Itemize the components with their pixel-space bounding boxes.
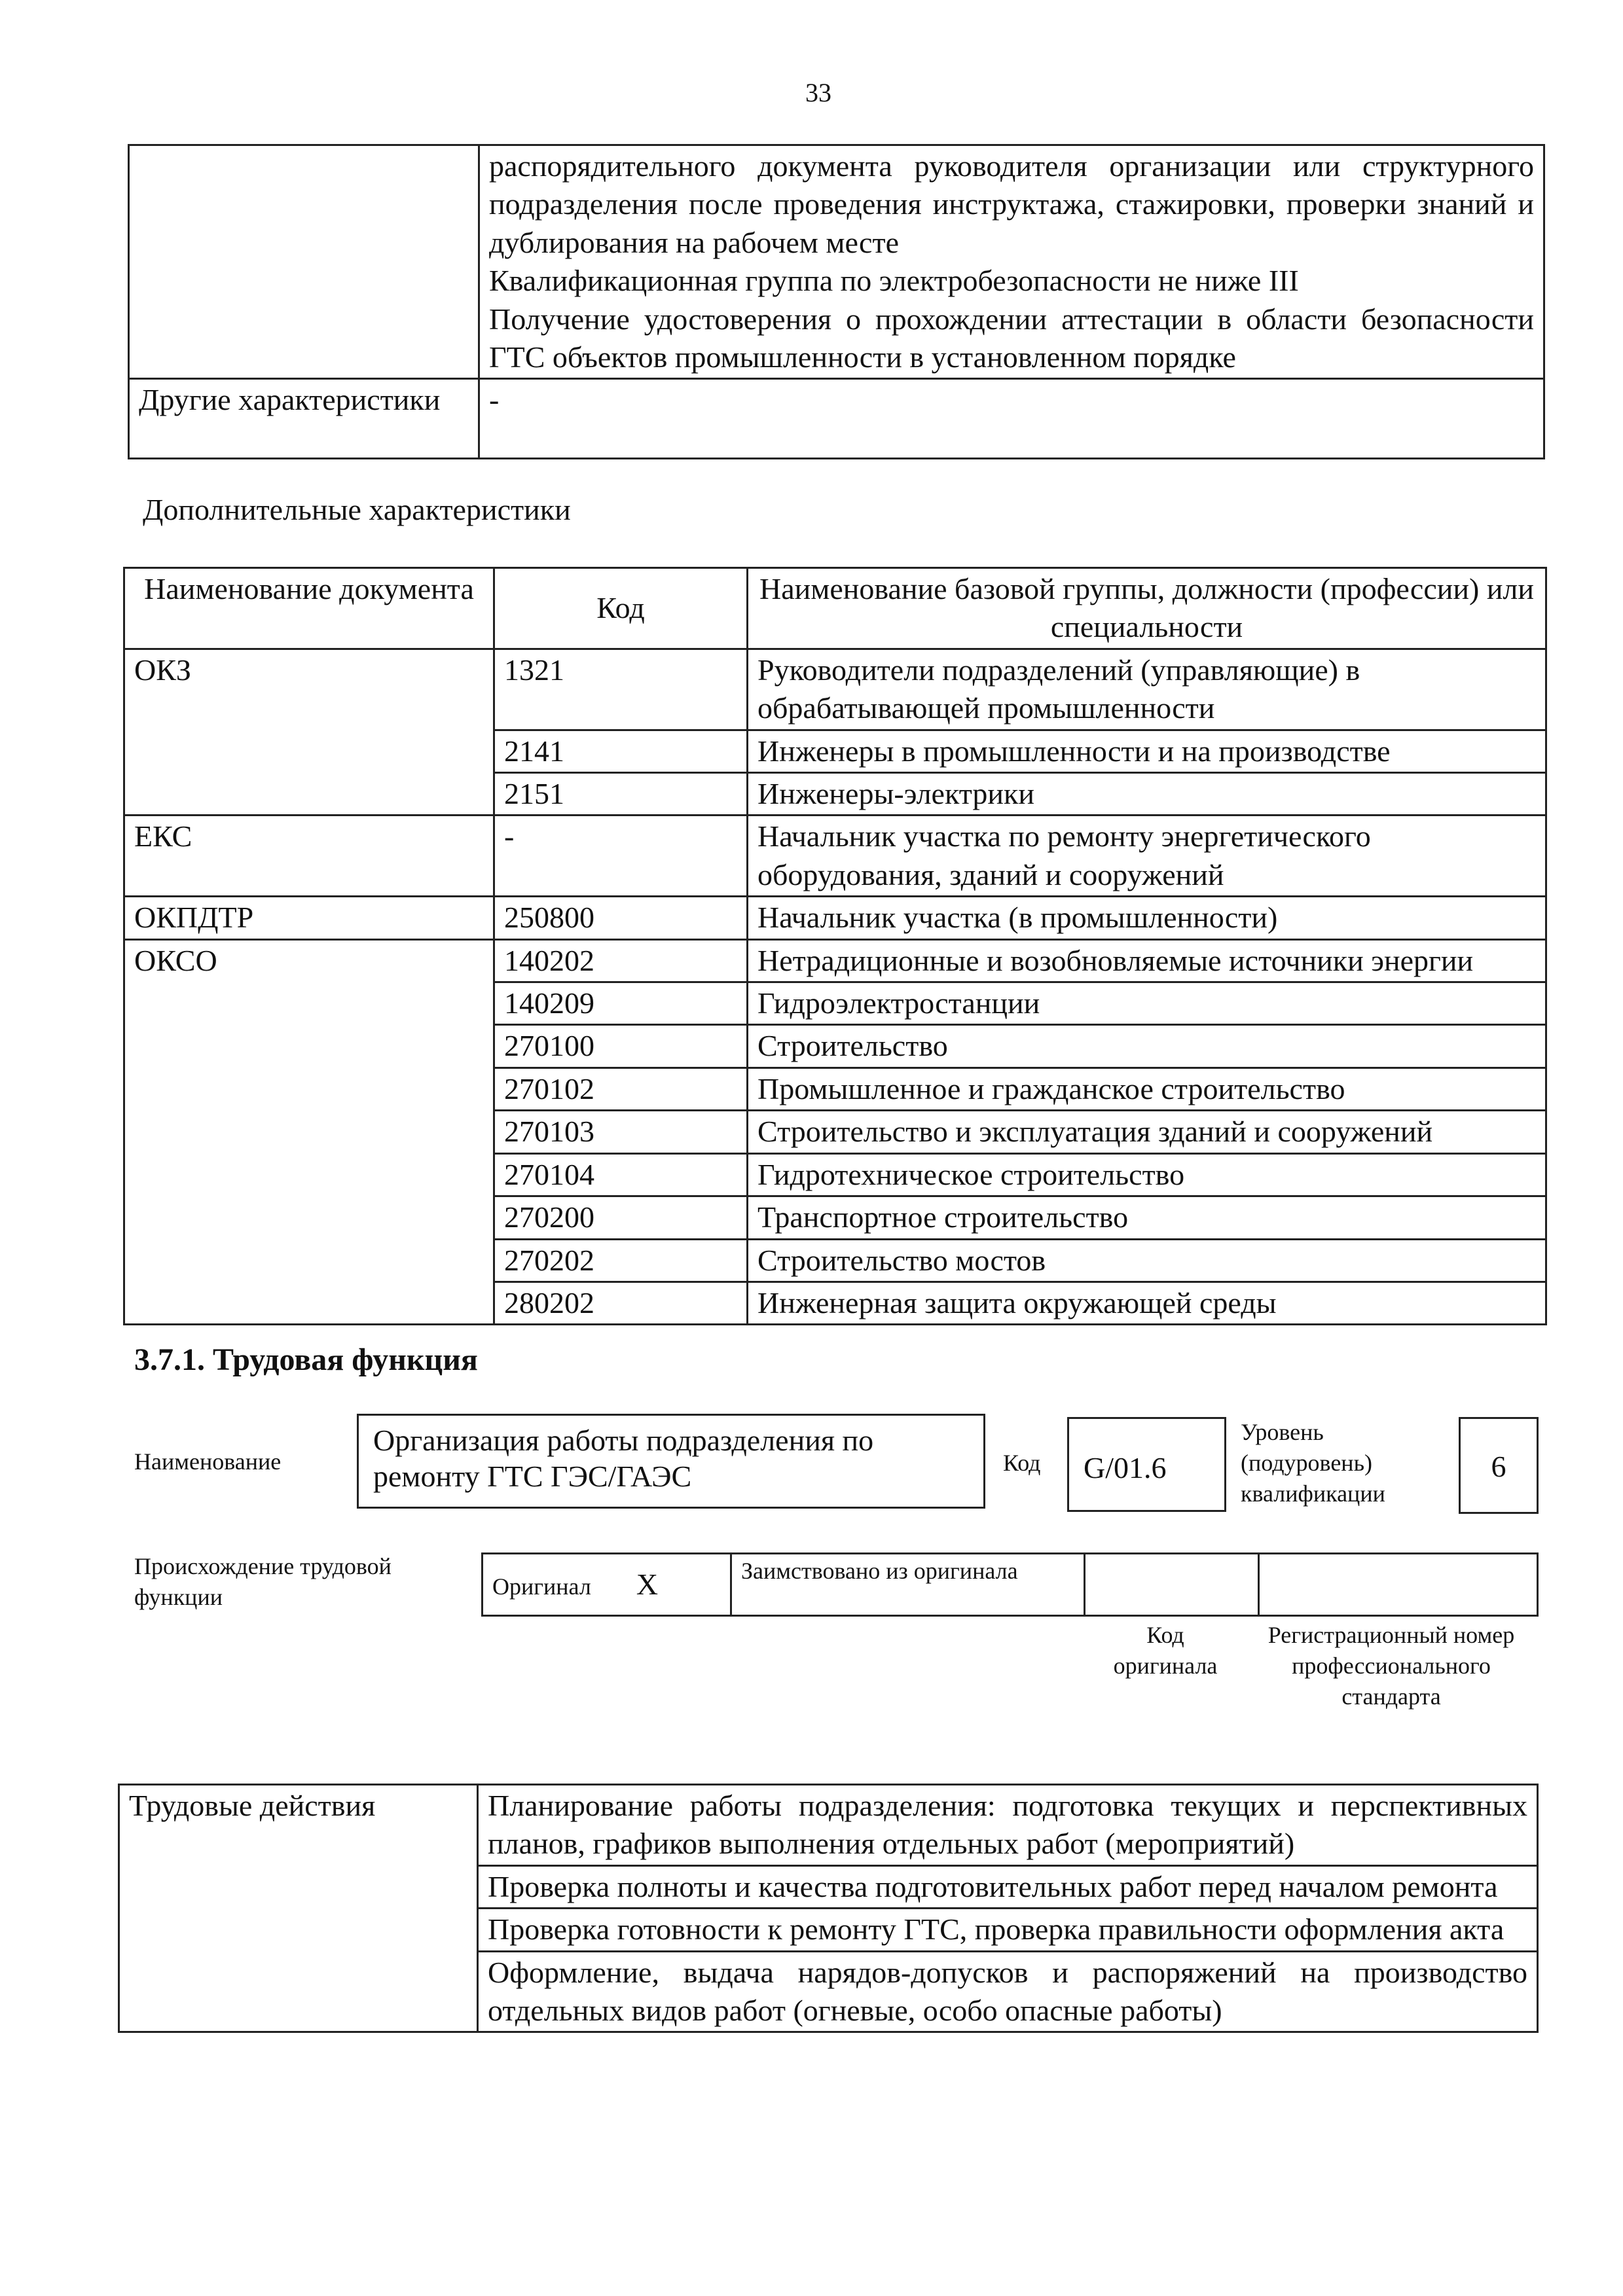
qualification-level-value: 6: [1491, 1450, 1506, 1483]
registration-number-caption: Регистрационный номер профессионального стандарта: [1267, 1622, 1515, 1710]
occupation-name-cell: Транспортное строительство: [748, 1196, 1546, 1239]
function-name-value: Организация работы подразделения по ремонту ГТС ГЭС/ГАЭС: [373, 1424, 874, 1494]
code-cell: 1321: [494, 649, 748, 730]
registration-number-cell: [1259, 1554, 1538, 1616]
code-cell: 270102: [494, 1067, 748, 1110]
occupation-name-cell: Строительство мостов: [748, 1239, 1546, 1282]
original-cell: [483, 1554, 731, 1616]
code-cell: 270100: [494, 1025, 748, 1067]
function-code-box: [1067, 1417, 1226, 1512]
additional-characteristics-title: Дополнительные характеристики: [143, 493, 571, 526]
qualification-level-box: [1459, 1417, 1539, 1514]
other-characteristics-value: -: [479, 379, 1544, 459]
original-code-caption: Код оригинала: [1113, 1622, 1218, 1679]
function-name-label: Наименование: [134, 1448, 282, 1475]
occupation-name-cell: Руководители подразделений (управляющие) в обрабатывающей промышленности: [748, 649, 1546, 730]
page-number: 33: [805, 78, 831, 107]
occupation-name-cell: Нетрадиционные и возобновляемые источники энергии: [748, 939, 1546, 982]
requirements-table: [128, 144, 1545, 459]
table-row: [124, 649, 1546, 730]
labour-actions-label: Трудовые действия: [119, 1785, 478, 2032]
borrowed-cell: [731, 1554, 1085, 1616]
table-row: [124, 897, 1546, 939]
origin-table: [481, 1552, 1539, 1617]
labour-actions-table: [118, 1784, 1539, 2033]
labour-action-item: Оформление, выдача нарядов-допусков и распоряжений на производство отдельных видов работ (огневые, особо опасные работы): [478, 1951, 1538, 2032]
code-cell: 250800: [494, 897, 748, 939]
section-title: 3.7.1. Трудовая функция: [134, 1342, 478, 1377]
labour-action-item: Проверка полноты и качества подготовительных работ перед началом ремонта: [478, 1865, 1538, 1908]
original-mark: X: [636, 1567, 659, 1601]
occupation-name-cell: Начальник участка по ремонту энергетического оборудования, зданий и сооружений: [748, 816, 1546, 897]
requirement-text: распорядительного документа руководителя организации или структурного подразделения после проведения инструктажа, стажировки, проверки знаний и дублирования на рабочем месте: [489, 149, 1534, 259]
code-cell: 2151: [494, 773, 748, 816]
function-code-value: G/01.6: [1084, 1451, 1167, 1484]
occupation-name-cell: Промышленное и гражданское строительство: [748, 1067, 1546, 1110]
occupation-name-cell: Инженерная защита окружающей среды: [748, 1282, 1546, 1324]
qualification-level-label: Уровень (подуровень) квалификации: [1241, 1419, 1385, 1507]
table-row: [119, 1785, 1538, 1866]
other-characteristics-label: Другие характеристики: [129, 379, 479, 459]
code-cell: 270103: [494, 1111, 748, 1153]
additional-characteristics-table: [123, 567, 1547, 1325]
header-code: Код: [494, 568, 748, 649]
code-cell: 140202: [494, 939, 748, 982]
requirements-label-cell: [129, 145, 479, 379]
occupation-name-cell: Гидроэлектростанции: [748, 982, 1546, 1025]
requirement-text: Квалификационная группа по электробезопасности не ниже III: [489, 264, 1299, 298]
labour-action-item: Планирование работы подразделения: подготовка текущих и перспективных планов, графиков выполнения отдельных работ (мероприятий): [478, 1785, 1538, 1866]
function-name-box: [357, 1414, 985, 1509]
original-code-cell: [1085, 1554, 1259, 1616]
borrowed-label: Заимствовано из оригинала: [741, 1558, 1018, 1584]
table-row: [124, 816, 1546, 897]
occupation-name-cell: Строительство и эксплуатация зданий и сооружений: [748, 1111, 1546, 1153]
occupation-name-cell: Инженеры-электрики: [748, 773, 1546, 816]
header-name: Наименование базовой группы, должности (профессии) или специальности: [748, 568, 1546, 649]
document-name-cell: ЕКС: [124, 816, 494, 897]
code-cell: -: [494, 816, 748, 897]
header-document: Наименование документа: [124, 568, 494, 649]
document-name-cell: ОКСО: [124, 939, 494, 1325]
code-cell: 140209: [494, 982, 748, 1025]
occupation-name-cell: Строительство: [748, 1025, 1546, 1067]
function-code-label: Код: [1003, 1450, 1041, 1476]
original-label: Оригинал: [492, 1573, 591, 1600]
table-row: [124, 939, 1546, 982]
document-name-cell: ОКЗ: [124, 649, 494, 816]
occupation-name-cell: Инженеры в промышленности и на производстве: [748, 730, 1546, 772]
requirement-text: Получение удостоверения о прохождении аттестации в области безопасности ГТС объектов промышленности в установленном порядке: [489, 302, 1534, 374]
code-cell: 280202: [494, 1282, 748, 1324]
code-cell: 2141: [494, 730, 748, 772]
occupation-name-cell: Гидротехническое строительство: [748, 1153, 1546, 1196]
labour-action-item: Проверка готовности к ремонту ГТС, проверка правильности оформления акта: [478, 1909, 1538, 1951]
code-cell: 270104: [494, 1153, 748, 1196]
occupation-name-cell: Начальник участка (в промышленности): [748, 897, 1546, 939]
document-name-cell: ОКПДТР: [124, 897, 494, 939]
requirements-cell: [479, 145, 1544, 379]
function-origin-label: Происхождение трудовой функции: [134, 1553, 392, 1610]
code-cell: 270202: [494, 1239, 748, 1282]
code-cell: 270200: [494, 1196, 748, 1239]
